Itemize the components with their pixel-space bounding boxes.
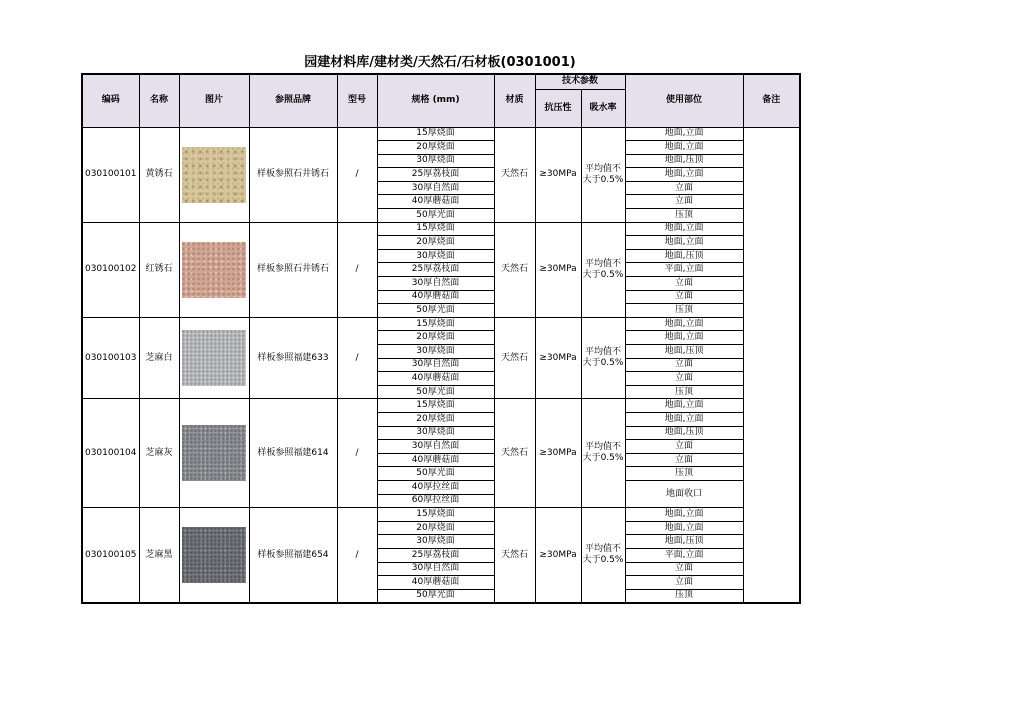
- item-usage: 地面,压顶: [625, 535, 743, 549]
- item-code: 030100105: [82, 508, 139, 604]
- item-spec: 15厚烧面: [377, 127, 494, 141]
- header-usage: 使用部位: [625, 74, 743, 127]
- item-usage: 地面,立面: [625, 236, 743, 250]
- item-absorption: 平均值不大于0.5%: [581, 127, 625, 222]
- item-model: /: [337, 127, 377, 222]
- item-spec: 50厚光面: [377, 209, 494, 223]
- item-code: 030100101: [82, 127, 139, 222]
- item-spec: 20厚烧面: [377, 331, 494, 345]
- item-absorption: 平均值不大于0.5%: [581, 317, 625, 399]
- item-strength: ≥30MPa: [535, 127, 581, 222]
- item-absorption: 平均值不大于0.5%: [581, 222, 625, 317]
- item-usage: 立面: [625, 290, 743, 304]
- item-spec: 50厚光面: [377, 385, 494, 399]
- item-material: 天然石: [494, 317, 535, 399]
- item-model: /: [337, 399, 377, 508]
- item-usage: 地面,立面: [625, 141, 743, 155]
- yellow-rust-stone-swatch: [182, 147, 246, 203]
- item-spec: 30厚自然面: [377, 181, 494, 195]
- item-absorption: 平均值不大于0.5%: [581, 508, 625, 604]
- item-brand: 样板参照福建633: [249, 317, 337, 399]
- table-row: [82, 399, 800, 413]
- item-usage: 地面,立面: [625, 168, 743, 182]
- item-strength: ≥30MPa: [535, 399, 581, 508]
- item-spec: 40厚蘑菇面: [377, 576, 494, 590]
- item-name: 黄锈石: [139, 127, 179, 222]
- item-name: 芝麻白: [139, 317, 179, 399]
- item-usage: 地面,立面: [625, 412, 743, 426]
- sesame-white-stone-swatch: [182, 330, 246, 386]
- item-name: 芝麻黑: [139, 508, 179, 604]
- header-code: 编码: [82, 74, 139, 127]
- item-usage: 立面: [625, 195, 743, 209]
- item-strength: ≥30MPa: [535, 317, 581, 399]
- item-brand: 样板参照石井锈石: [249, 127, 337, 222]
- item-usage: 立面: [625, 358, 743, 372]
- item-spec: 15厚烧面: [377, 399, 494, 413]
- item-usage: 地面,立面: [625, 317, 743, 331]
- table-row: [82, 508, 800, 522]
- item-spec: 50厚光面: [377, 304, 494, 318]
- item-strength: ≥30MPa: [535, 222, 581, 317]
- item-strength: ≥30MPa: [535, 508, 581, 604]
- item-spec: 40厚蘑菇面: [377, 453, 494, 467]
- item-spec: 20厚烧面: [377, 521, 494, 535]
- item-spec: 20厚烧面: [377, 141, 494, 155]
- item-image: [179, 127, 249, 222]
- item-spec: 60厚拉丝面: [377, 494, 494, 508]
- sesame-black-stone-swatch: [182, 527, 246, 583]
- red-rust-stone-swatch: [182, 242, 246, 298]
- item-name: 红锈石: [139, 222, 179, 317]
- item-spec: 30厚烧面: [377, 154, 494, 168]
- item-spec: 30厚烧面: [377, 345, 494, 359]
- item-usage: 压顶: [625, 385, 743, 399]
- item-brand: 样板参照福建614: [249, 399, 337, 508]
- item-absorption: 平均值不大于0.5%: [581, 399, 625, 508]
- table-row: [82, 317, 800, 331]
- item-material: 天然石: [494, 127, 535, 222]
- item-usage: 立面: [625, 576, 743, 590]
- item-usage: 地面,压顶: [625, 249, 743, 263]
- item-spec: 30厚自然面: [377, 562, 494, 576]
- item-spec: 40厚蘑菇面: [377, 290, 494, 304]
- item-spec: 50厚光面: [377, 589, 494, 603]
- item-spec: 25厚荔枝面: [377, 263, 494, 277]
- item-spec: 50厚光面: [377, 467, 494, 481]
- item-usage: 地面,立面: [625, 222, 743, 236]
- item-usage: 压顶: [625, 209, 743, 223]
- sesame-grey-stone-swatch: [182, 425, 246, 481]
- item-code: 030100102: [82, 222, 139, 317]
- item-spec: 40厚拉丝面: [377, 480, 494, 494]
- item-spec: 25厚荔枝面: [377, 168, 494, 182]
- item-image: [179, 399, 249, 508]
- item-name: 芝麻灰: [139, 399, 179, 508]
- item-spec: 25厚荔枝面: [377, 548, 494, 562]
- page-title: 园建材料库/建材类/天然石/石材板(0301001): [304, 55, 576, 70]
- item-spec: 30厚自然面: [377, 440, 494, 454]
- item-code: 030100103: [82, 317, 139, 399]
- header-brand: 参照品牌: [249, 74, 337, 127]
- item-image: [179, 508, 249, 604]
- item-spec: 40厚蘑菇面: [377, 195, 494, 209]
- item-usage: 地面,压顶: [625, 154, 743, 168]
- table-row: [82, 127, 800, 141]
- item-usage: 立面: [625, 440, 743, 454]
- item-image: [179, 222, 249, 317]
- item-usage: 地面,立面: [625, 127, 743, 141]
- item-spec: 30厚烧面: [377, 426, 494, 440]
- item-usage: 立面: [625, 277, 743, 291]
- item-spec: 15厚烧面: [377, 508, 494, 522]
- item-brand: 样板参照石井锈石: [249, 222, 337, 317]
- header-tech: 技术参数: [535, 74, 625, 89]
- item-material: 天然石: [494, 222, 535, 317]
- item-spec: 15厚烧面: [377, 317, 494, 331]
- item-model: /: [337, 317, 377, 399]
- item-spec: 30厚自然面: [377, 277, 494, 291]
- item-material: 天然石: [494, 399, 535, 508]
- materials-table: [81, 73, 801, 604]
- header-spec: 规格 (mm): [377, 74, 494, 127]
- item-usage: 立面: [625, 562, 743, 576]
- item-spec: 20厚烧面: [377, 412, 494, 426]
- table-body: [82, 127, 800, 603]
- item-usage: 压顶: [625, 304, 743, 318]
- item-spec: 30厚自然面: [377, 358, 494, 372]
- table-row: [82, 222, 800, 236]
- header-material: 材质: [494, 74, 535, 127]
- header-absorption: 吸水率: [581, 89, 625, 127]
- header-image: 图片: [179, 74, 249, 127]
- item-spec: 40厚蘑菇面: [377, 372, 494, 386]
- item-material: 天然石: [494, 508, 535, 604]
- item-model: /: [337, 222, 377, 317]
- item-usage: 地面,压顶: [625, 345, 743, 359]
- item-spec: 15厚烧面: [377, 222, 494, 236]
- header-name: 名称: [139, 74, 179, 127]
- item-usage: 地面,压顶: [625, 426, 743, 440]
- item-spec: 30厚烧面: [377, 249, 494, 263]
- item-usage: 立面: [625, 181, 743, 195]
- item-usage: 压顶: [625, 589, 743, 603]
- item-usage: 地面,立面: [625, 331, 743, 345]
- item-usage: 地面,立面: [625, 508, 743, 522]
- item-spec: 20厚烧面: [377, 236, 494, 250]
- item-usage: 地面,立面: [625, 521, 743, 535]
- item-usage: 平面,立面: [625, 548, 743, 562]
- item-spec: 30厚烧面: [377, 535, 494, 549]
- item-image: [179, 317, 249, 399]
- header-remark: 备注: [743, 74, 800, 127]
- item-usage: 立面: [625, 453, 743, 467]
- item-code: 030100104: [82, 399, 139, 508]
- item-usage: 平面,立面: [625, 263, 743, 277]
- header-model: 型号: [337, 74, 377, 127]
- item-usage: 地面收口: [625, 480, 743, 507]
- item-usage: 立面: [625, 372, 743, 386]
- item-usage: 压顶: [625, 467, 743, 481]
- item-usage: 地面,立面: [625, 399, 743, 413]
- item-model: /: [337, 508, 377, 604]
- item-brand: 样板参照福建654: [249, 508, 337, 604]
- header-strength: 抗压性: [535, 89, 581, 127]
- remark-cell: [743, 127, 800, 603]
